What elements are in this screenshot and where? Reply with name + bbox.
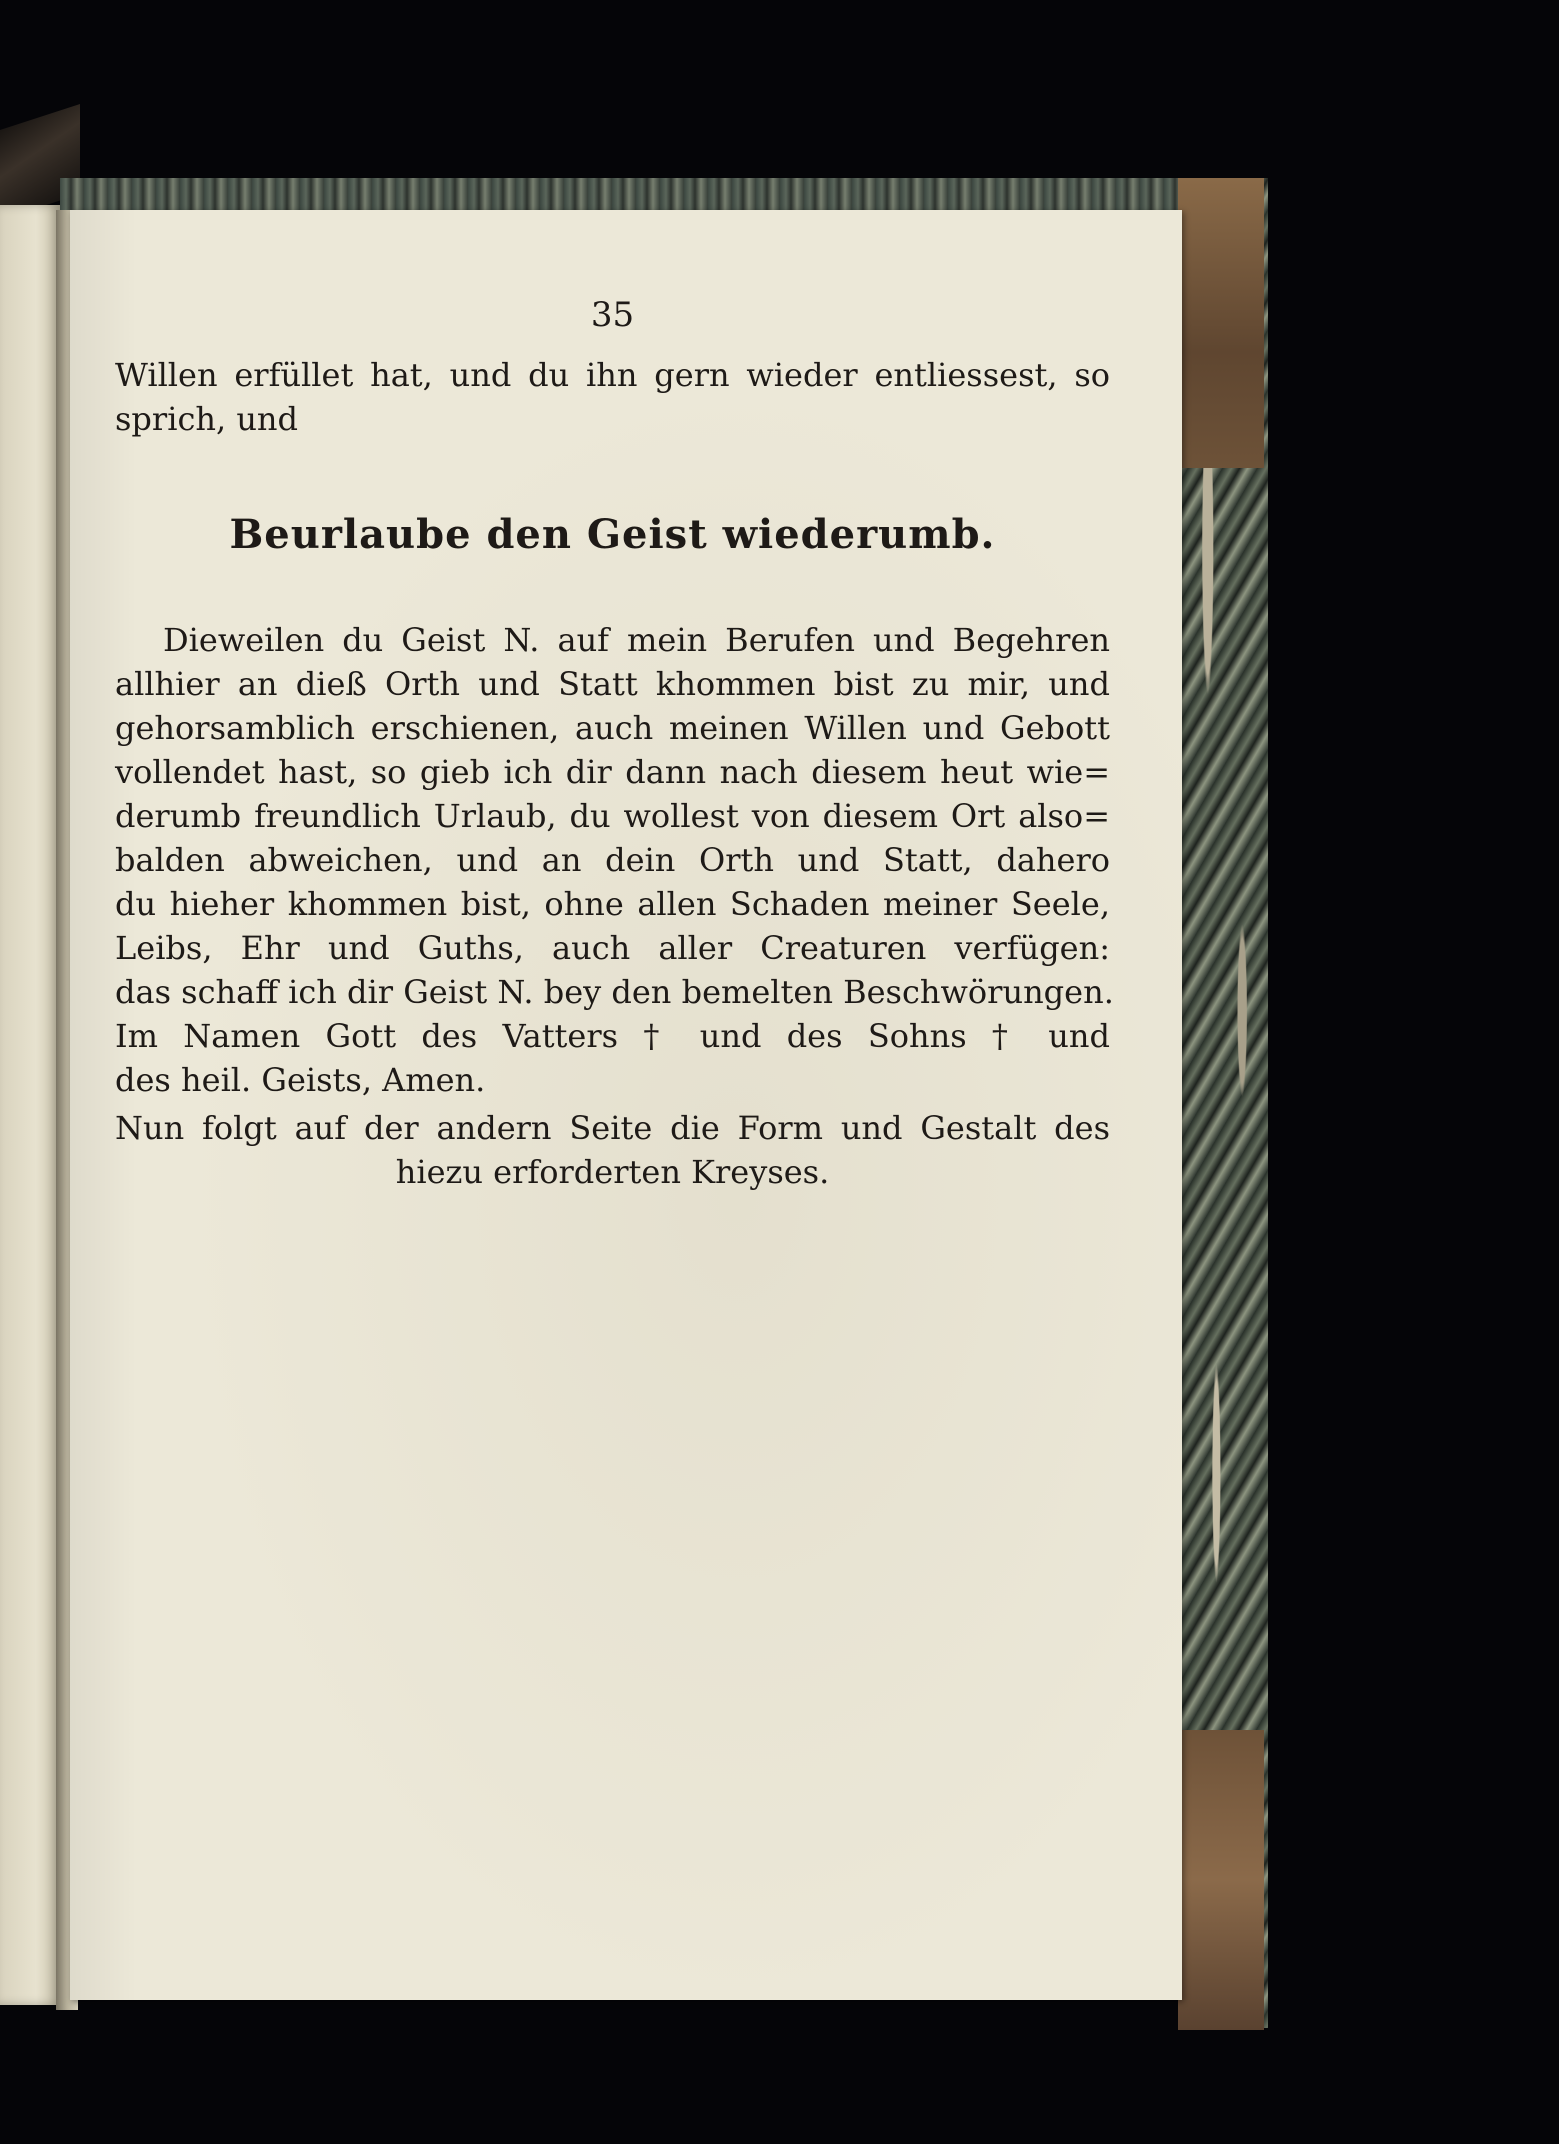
section-heading: Beurlaube den Geist wiederumb.	[229, 511, 996, 558]
text-line: Im Namen Gott des Vatters † und des Sohns † und	[115, 1017, 1110, 1055]
text-line: vollendet hast, so gieb ich dir dann nach diesem heut wie=	[115, 753, 1110, 791]
text-line: derumb freundlich Urlaub, du wollest von diesem Ort also=	[115, 797, 1110, 835]
text-line: hiezu erforderten Kreyses.	[395, 1153, 830, 1191]
facing-page-edge	[0, 205, 60, 2005]
leather-corner-top	[1178, 178, 1264, 468]
leather-corner-bottom	[1178, 1730, 1264, 2030]
text-line: Nun folgt auf der andern Seite die Form und Gestalt des	[115, 1109, 1110, 1147]
text-line: das schaff ich dir Geist N. bey den bemelten Beschwörungen.	[115, 973, 1114, 1011]
text-line: Willen erfüllet hat, und du ihn gern wieder entliessest, so	[115, 356, 1110, 394]
book-page	[70, 210, 1182, 2000]
page-number: 35	[590, 295, 635, 335]
text-line: Leibs, Ehr und Guths, auch aller Creaturen verfügen:	[115, 929, 1110, 967]
text-line: Dieweilen du Geist N. auf mein Berufen und Begehren	[163, 621, 1110, 659]
text-line: balden abweichen, und an dein Orth und Statt, dahero	[115, 841, 1110, 879]
text-line: du hieher khommen bist, ohne allen Schaden meiner Seele,	[115, 885, 1110, 923]
page-text	[115, 295, 1114, 1194]
text-line: allhier an dieß Orth und Statt khommen bist zu mir, und	[115, 665, 1110, 703]
text-line: sprich, und	[115, 400, 299, 438]
text-line: des heil. Geists, Amen.	[115, 1061, 486, 1099]
text-line: gehorsamblich erschienen, auch meinen Willen und Gebott	[115, 709, 1110, 747]
